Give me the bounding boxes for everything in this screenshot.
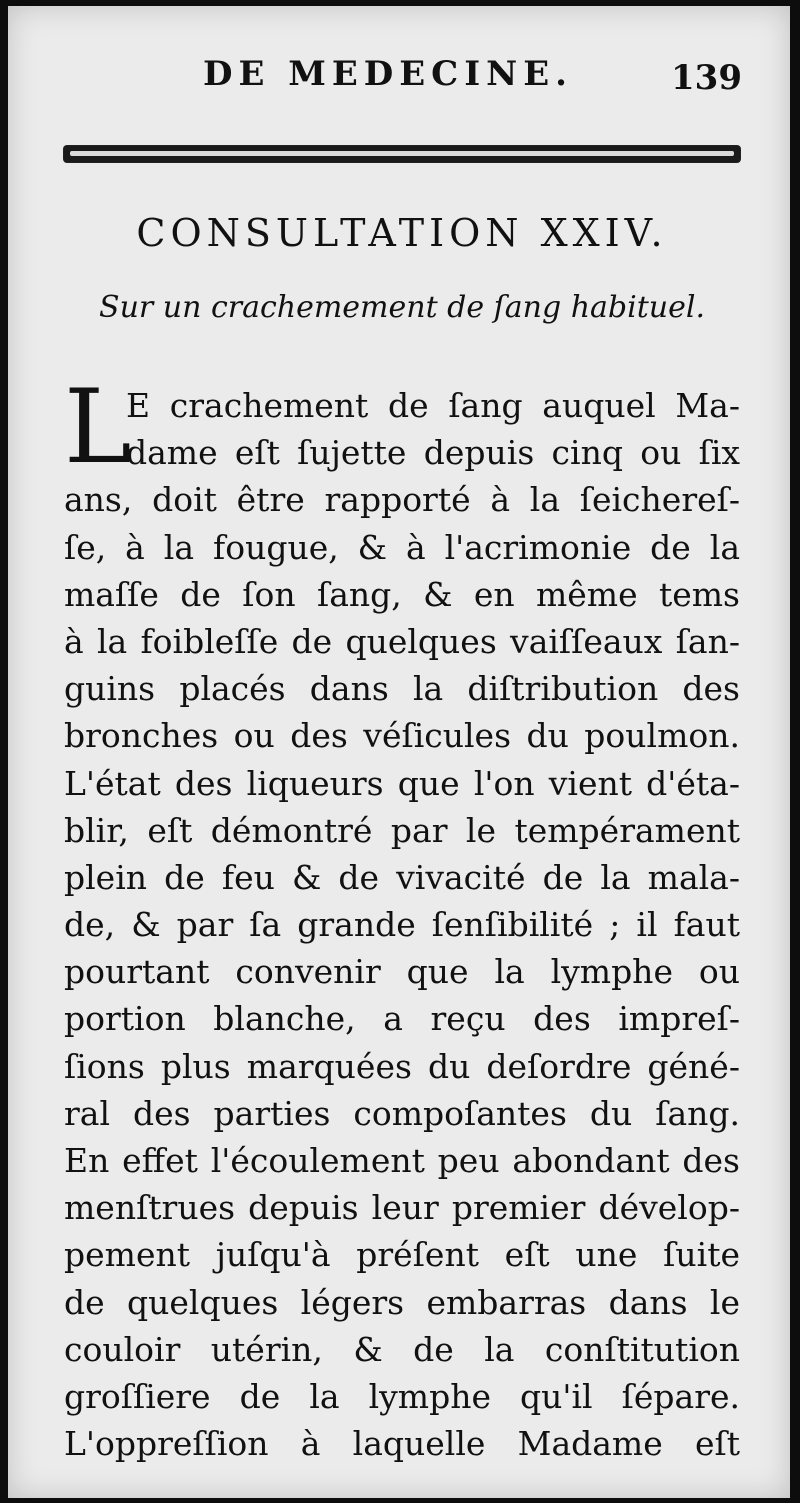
text-line: maſſe de ſon ſang, & en même tems: [64, 574, 740, 614]
text-line: couloir utérin, & de la conſtitution: [64, 1329, 740, 1369]
text-line: menſtrues depuis leur premier dévelop-: [64, 1188, 740, 1228]
text-line: guins placés dans la diſtribution des: [64, 669, 740, 709]
text-line: plein de feu & de vivacité de la mala-: [64, 857, 740, 897]
text-line: E crachement de ſang auquel Ma-: [126, 386, 740, 425]
text-line: ans, doit être rapporté à la ſeichereſ-: [64, 480, 740, 520]
book-page: [8, 6, 790, 1498]
text-line: dame eſt ſujette depuis cinq ou ſix: [126, 433, 740, 473]
text-line: pourtant convenir que la lymphe ou: [64, 952, 740, 992]
text-line: L'état des liqueurs que l'on vient d'éta-: [64, 763, 740, 803]
section-title: CONSULTATION XXIV.: [136, 211, 668, 255]
page-number: 139: [671, 58, 742, 98]
drop-cap: L: [64, 368, 132, 487]
text-line: ſions plus marquées du deſordre géné-: [64, 1046, 740, 1086]
running-head: DE MEDECINE.: [203, 54, 573, 94]
text-line: blir, eſt démontré par le tempérament: [64, 810, 740, 850]
text-line: de quelques légers embarras dans le: [64, 1282, 740, 1322]
text-line: bronches ou des véſicules du poulmon.: [64, 716, 740, 756]
decorative-rule: [64, 146, 740, 162]
text-line: de, & par ſa grande ſenſibilité ; il faut: [64, 905, 740, 945]
text-line: groſſiere de la lymphe qu'il ſépare.: [64, 1376, 740, 1416]
text-line: En effet l'écoulement peu abondant des: [64, 1141, 740, 1180]
text-line: pement juſqu'à préſent eſt une ſuite: [64, 1235, 740, 1275]
section-subtitle: Sur un crachemement de ſang habituel.: [99, 290, 705, 325]
text-line: ſe, à la fougue, & à l'acrimonie de la: [64, 527, 740, 567]
text-line: portion blanche, a reçu des impreſ-: [64, 999, 740, 1039]
text-line: ral des parties compoſantes du ſang.: [64, 1093, 740, 1133]
text-line: L'oppreſſion à laquelle Madame eſt: [64, 1424, 740, 1464]
body-text: [64, 368, 740, 1467]
text-line: à la foibleſſe de quelques vaiſſeaux ſan-: [64, 621, 740, 661]
